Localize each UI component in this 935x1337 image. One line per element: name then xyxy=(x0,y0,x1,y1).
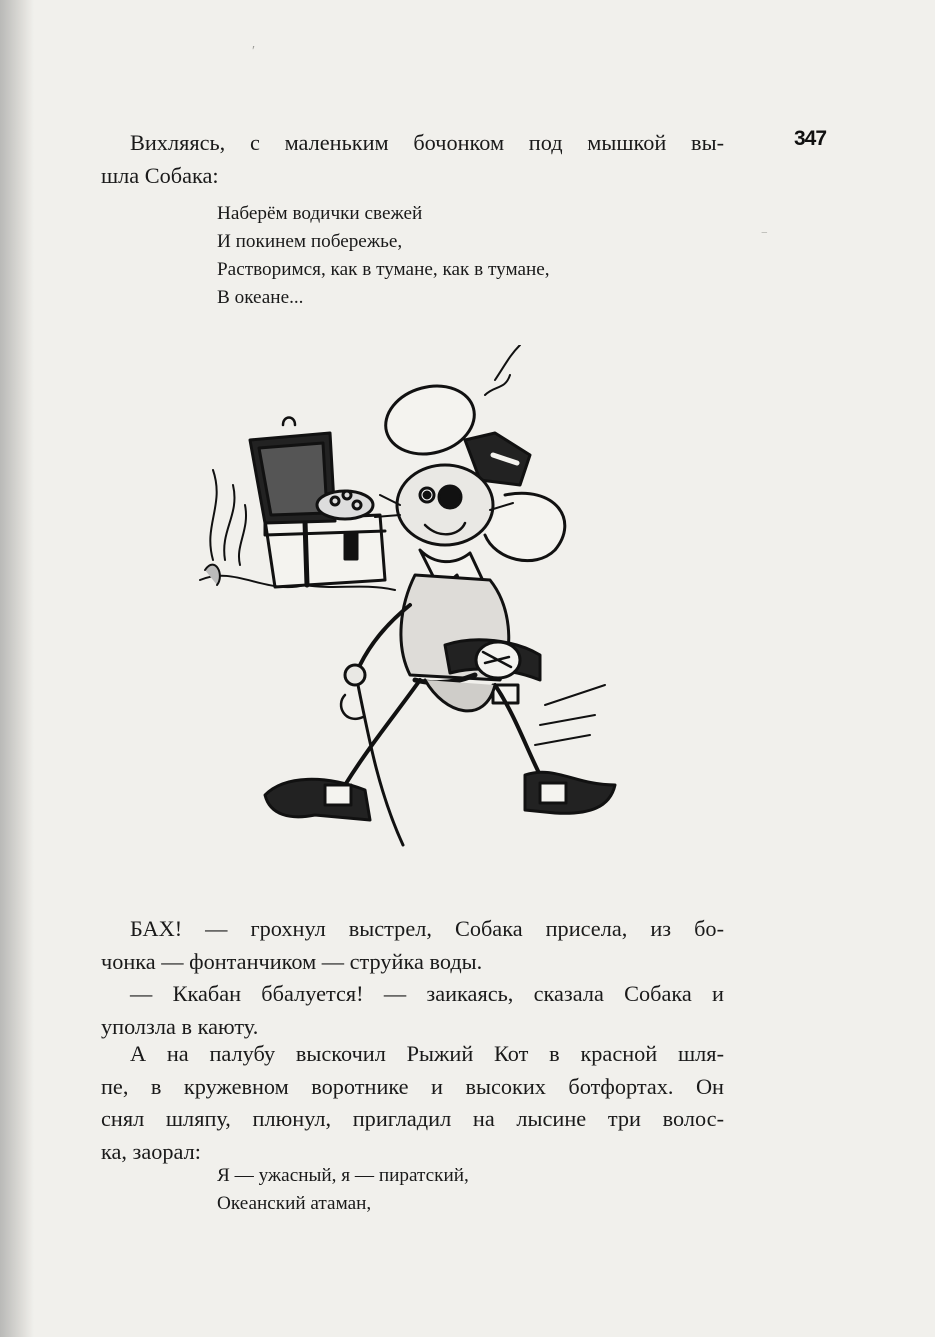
text-line: пе, в кружевном воротнике и высоких ботфортах. Он xyxy=(101,1073,724,1099)
text-line: снял шляпу, плюнул, пригладил на лысине три волос- xyxy=(101,1106,724,1131)
print-speck: ′ xyxy=(252,44,256,59)
verse-line: И покинем побережье, xyxy=(217,231,403,252)
verse xyxy=(217,200,550,312)
text-line: — Ккабан ббалуется! — заикаясь, сказала Собака и xyxy=(130,981,724,1006)
print-speck: ‾ xyxy=(762,232,767,247)
pirate-cat-icon xyxy=(195,345,635,850)
paragraph xyxy=(101,1038,724,1168)
verse-line: Океанский атаман, xyxy=(217,1193,372,1214)
pirate-cat-illustration xyxy=(195,345,635,855)
verse-line: Растворимся, как в тумане, как в тумане, xyxy=(217,259,550,280)
gutter-shadow xyxy=(0,0,34,1337)
text-line: шла Собака: xyxy=(101,162,219,188)
verse-line: В океане... xyxy=(217,287,304,308)
text-line: ка, заорал: xyxy=(101,1138,201,1164)
text-line: уползла в каюту. xyxy=(101,1013,259,1039)
text-line: чонка — фонтанчиком — струйка воды. xyxy=(101,948,483,974)
paragraph xyxy=(101,978,724,1043)
verse-line: Я — ужасный, я — пиратский, xyxy=(217,1165,469,1186)
text-line: Вихляясь, с маленьким бочонком под мышкой вы- xyxy=(130,130,724,155)
text-line: БАХ! — грохнул выстрел, Собака присела, из бо- xyxy=(130,916,724,941)
verse xyxy=(217,1162,469,1218)
paragraph xyxy=(101,913,724,978)
verse-line: Наберём водички свежей xyxy=(217,203,423,224)
paragraph xyxy=(101,127,724,192)
page-number: 347 xyxy=(794,127,827,150)
text-line: А на палубу выскочил Рыжий Кот в красной шля- xyxy=(130,1041,724,1066)
